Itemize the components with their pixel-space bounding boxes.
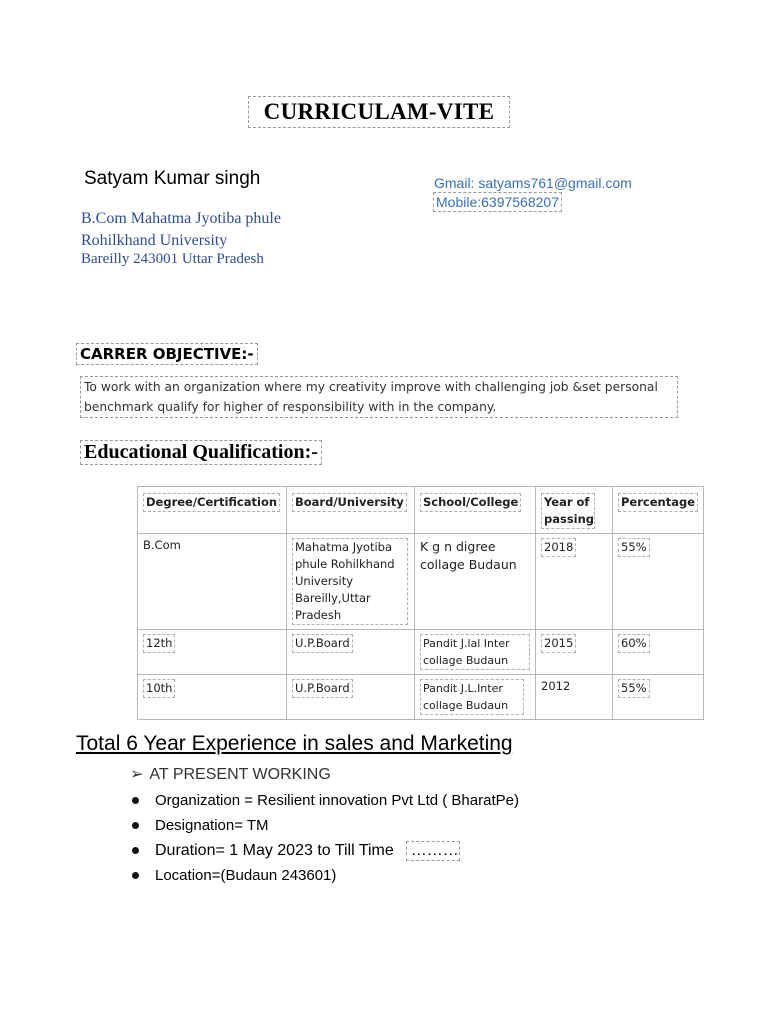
bullet-icon	[132, 797, 139, 804]
header-school: School/College	[415, 487, 536, 534]
experience-heading: Total 6 Year Experience in sales and Marketing	[76, 732, 513, 755]
table-row	[138, 534, 704, 630]
education-summary-line2: Rohilkhand University	[81, 232, 228, 249]
gmail-contact: Gmail: satyams761@gmail.com	[434, 175, 632, 191]
location-text: Location=(Budaun 243601)	[155, 867, 337, 884]
education-summary-line3: Bareilly 243001 Uttar Pradesh	[81, 251, 264, 267]
list-item	[128, 788, 519, 813]
designation-text: Designation= TM	[155, 817, 269, 834]
arrow-bullet-icon: ➢	[130, 766, 144, 783]
bullet-icon	[132, 847, 139, 854]
cell-board: U.P.Board	[287, 630, 415, 675]
cell-school: Pandit J.lal Inter collage Budaun	[415, 630, 536, 675]
cell-school: K g n digree collage Budaun	[415, 534, 536, 630]
table-row	[138, 675, 704, 720]
present-working-text: AT PRESENT WORKING	[149, 766, 331, 783]
list-item	[128, 838, 519, 863]
organization-text: Organization = Resilient innovation Pvt Ltd ( BharatPe)	[155, 792, 519, 809]
candidate-name: Satyam Kumar singh	[84, 168, 261, 189]
duration-text: Duration= 1 May 2023 to Till Time	[155, 841, 394, 859]
qualification-heading: Educational Qualification:-	[80, 440, 322, 465]
document-title: CURRICULAM-VITE	[248, 96, 510, 128]
cell-percentage: 60%	[613, 630, 704, 675]
cell-board: U.P.Board	[287, 675, 415, 720]
cell-year: 2015	[536, 630, 613, 675]
table-header-row	[138, 487, 704, 534]
cell-degree: B.Com	[138, 534, 287, 630]
duration-suffix: ………	[406, 841, 460, 861]
education-summary-line1: B.Com Mahatma Jyotiba phule	[81, 210, 281, 227]
cell-year: 2012	[536, 675, 613, 720]
objective-heading: CARRER OBJECTIVE:-	[76, 343, 258, 365]
cell-school: Pandit J.L.Inter collage Budaun	[415, 675, 536, 720]
cell-percentage: 55%	[613, 534, 704, 630]
objective-text: To work with an organization where my creativity improve with challenging job &set personal benchmark qualify for higher of responsibility with in the company.	[80, 376, 678, 418]
mobile-contact: Mobile:6397568207	[433, 192, 562, 212]
header-percentage: Percentage	[613, 487, 704, 534]
qualification-table	[137, 486, 704, 720]
header-year: Year of passing	[536, 487, 613, 534]
cell-percentage: 55%	[613, 675, 704, 720]
header-board: Board/University	[287, 487, 415, 534]
header-degree: Degree/Certification	[138, 487, 287, 534]
table-row	[138, 630, 704, 675]
cell-degree: 12th	[138, 630, 287, 675]
bullet-icon	[132, 872, 139, 879]
present-working-label	[130, 764, 331, 784]
list-item	[128, 863, 519, 888]
bullet-icon	[132, 822, 139, 829]
cell-board: Mahatma Jyotiba phule Rohilkhand University Bareilly,Uttar Pradesh	[287, 534, 415, 630]
list-item	[128, 813, 519, 838]
cell-year: 2018	[536, 534, 613, 630]
cell-degree: 10th	[138, 675, 287, 720]
experience-list	[128, 788, 519, 888]
